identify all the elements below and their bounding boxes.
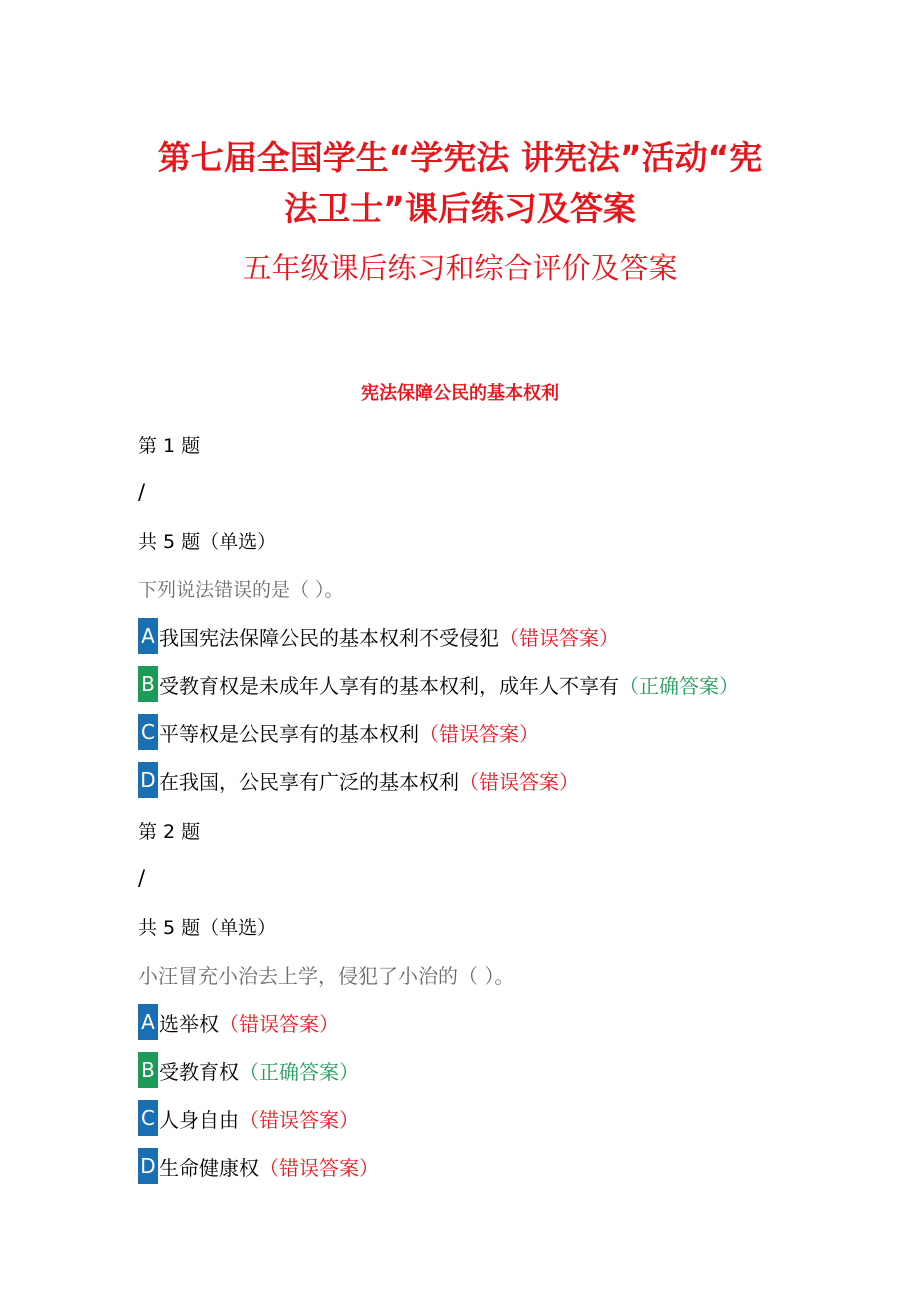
question-number-row xyxy=(138,806,838,854)
option-text: 选举权 xyxy=(159,1011,219,1036)
option-text: 生命健康权 xyxy=(159,1155,259,1180)
option-c xyxy=(138,1094,838,1142)
option-text: 平等权是公民享有的基本权利 xyxy=(159,721,419,746)
answer-status: （错误答案） xyxy=(259,1155,379,1180)
main-title-line-2: 法卫士”课后练习及答案 xyxy=(284,189,636,228)
option-a xyxy=(138,998,838,1046)
subtitle: 五年级课后练习和综合评价及答案 xyxy=(242,251,678,285)
question-text-row xyxy=(138,950,838,998)
option-d xyxy=(138,756,838,804)
option-text: 受教育权 xyxy=(159,1059,239,1084)
question-text-row xyxy=(138,564,838,612)
question-slash: / xyxy=(138,480,146,504)
option-letter-badge: B xyxy=(138,666,158,702)
answer-status: （错误答案） xyxy=(219,1011,339,1036)
option-letter-badge: A xyxy=(138,618,158,654)
question-slash: / xyxy=(138,866,146,890)
question-total: 共 5 题（单选） xyxy=(138,916,277,939)
option-b xyxy=(138,1046,838,1094)
option-text: 在我国，公民享有广泛的基本权利 xyxy=(159,769,459,794)
option-d xyxy=(138,1142,838,1190)
question-1 xyxy=(138,420,838,804)
question-total-row xyxy=(138,516,838,564)
main-title xyxy=(90,132,830,234)
option-b xyxy=(138,660,838,708)
option-letter-badge: D xyxy=(138,1148,158,1184)
question-slash-row xyxy=(138,468,838,516)
option-letter-badge: D xyxy=(138,762,158,798)
option-text: 人身自由 xyxy=(159,1107,239,1132)
main-title-line-1: 第七届全国学生“学宪法 讲宪法”活动“宪 xyxy=(157,138,763,177)
option-a xyxy=(138,612,838,660)
answer-status: （错误答案） xyxy=(459,769,579,794)
answer-status: （错误答案） xyxy=(419,721,539,746)
answer-status: （正确答案） xyxy=(619,673,739,698)
question-slash-row xyxy=(138,854,838,902)
answer-status: （正确答案） xyxy=(239,1059,359,1084)
option-letter-badge: B xyxy=(138,1052,158,1088)
option-text: 我国宪法保障公民的基本权利不受侵犯 xyxy=(159,625,499,650)
option-text: 受教育权是未成年人享有的基本权利，成年人不享有 xyxy=(159,673,619,698)
question-total-row xyxy=(138,902,838,950)
answer-status: （错误答案） xyxy=(499,625,619,650)
question-number: 第 2 题 xyxy=(138,820,201,843)
option-letter-badge: C xyxy=(138,1100,158,1136)
answer-status: （错误答案） xyxy=(239,1107,359,1132)
question-number-row xyxy=(138,420,838,468)
question-text: 下列说法错误的是（ ）。 xyxy=(138,578,344,601)
question-2 xyxy=(138,806,838,1190)
question-text: 小汪冒充小治去上学，侵犯了小治的（ ）。 xyxy=(138,963,515,988)
option-letter-badge: C xyxy=(138,714,158,750)
question-number: 第 1 题 xyxy=(138,434,201,457)
option-c xyxy=(138,708,838,756)
option-letter-badge: A xyxy=(138,1004,158,1040)
question-total: 共 5 题（单选） xyxy=(138,530,277,553)
section-title: 宪法保障公民的基本权利 xyxy=(361,383,559,404)
